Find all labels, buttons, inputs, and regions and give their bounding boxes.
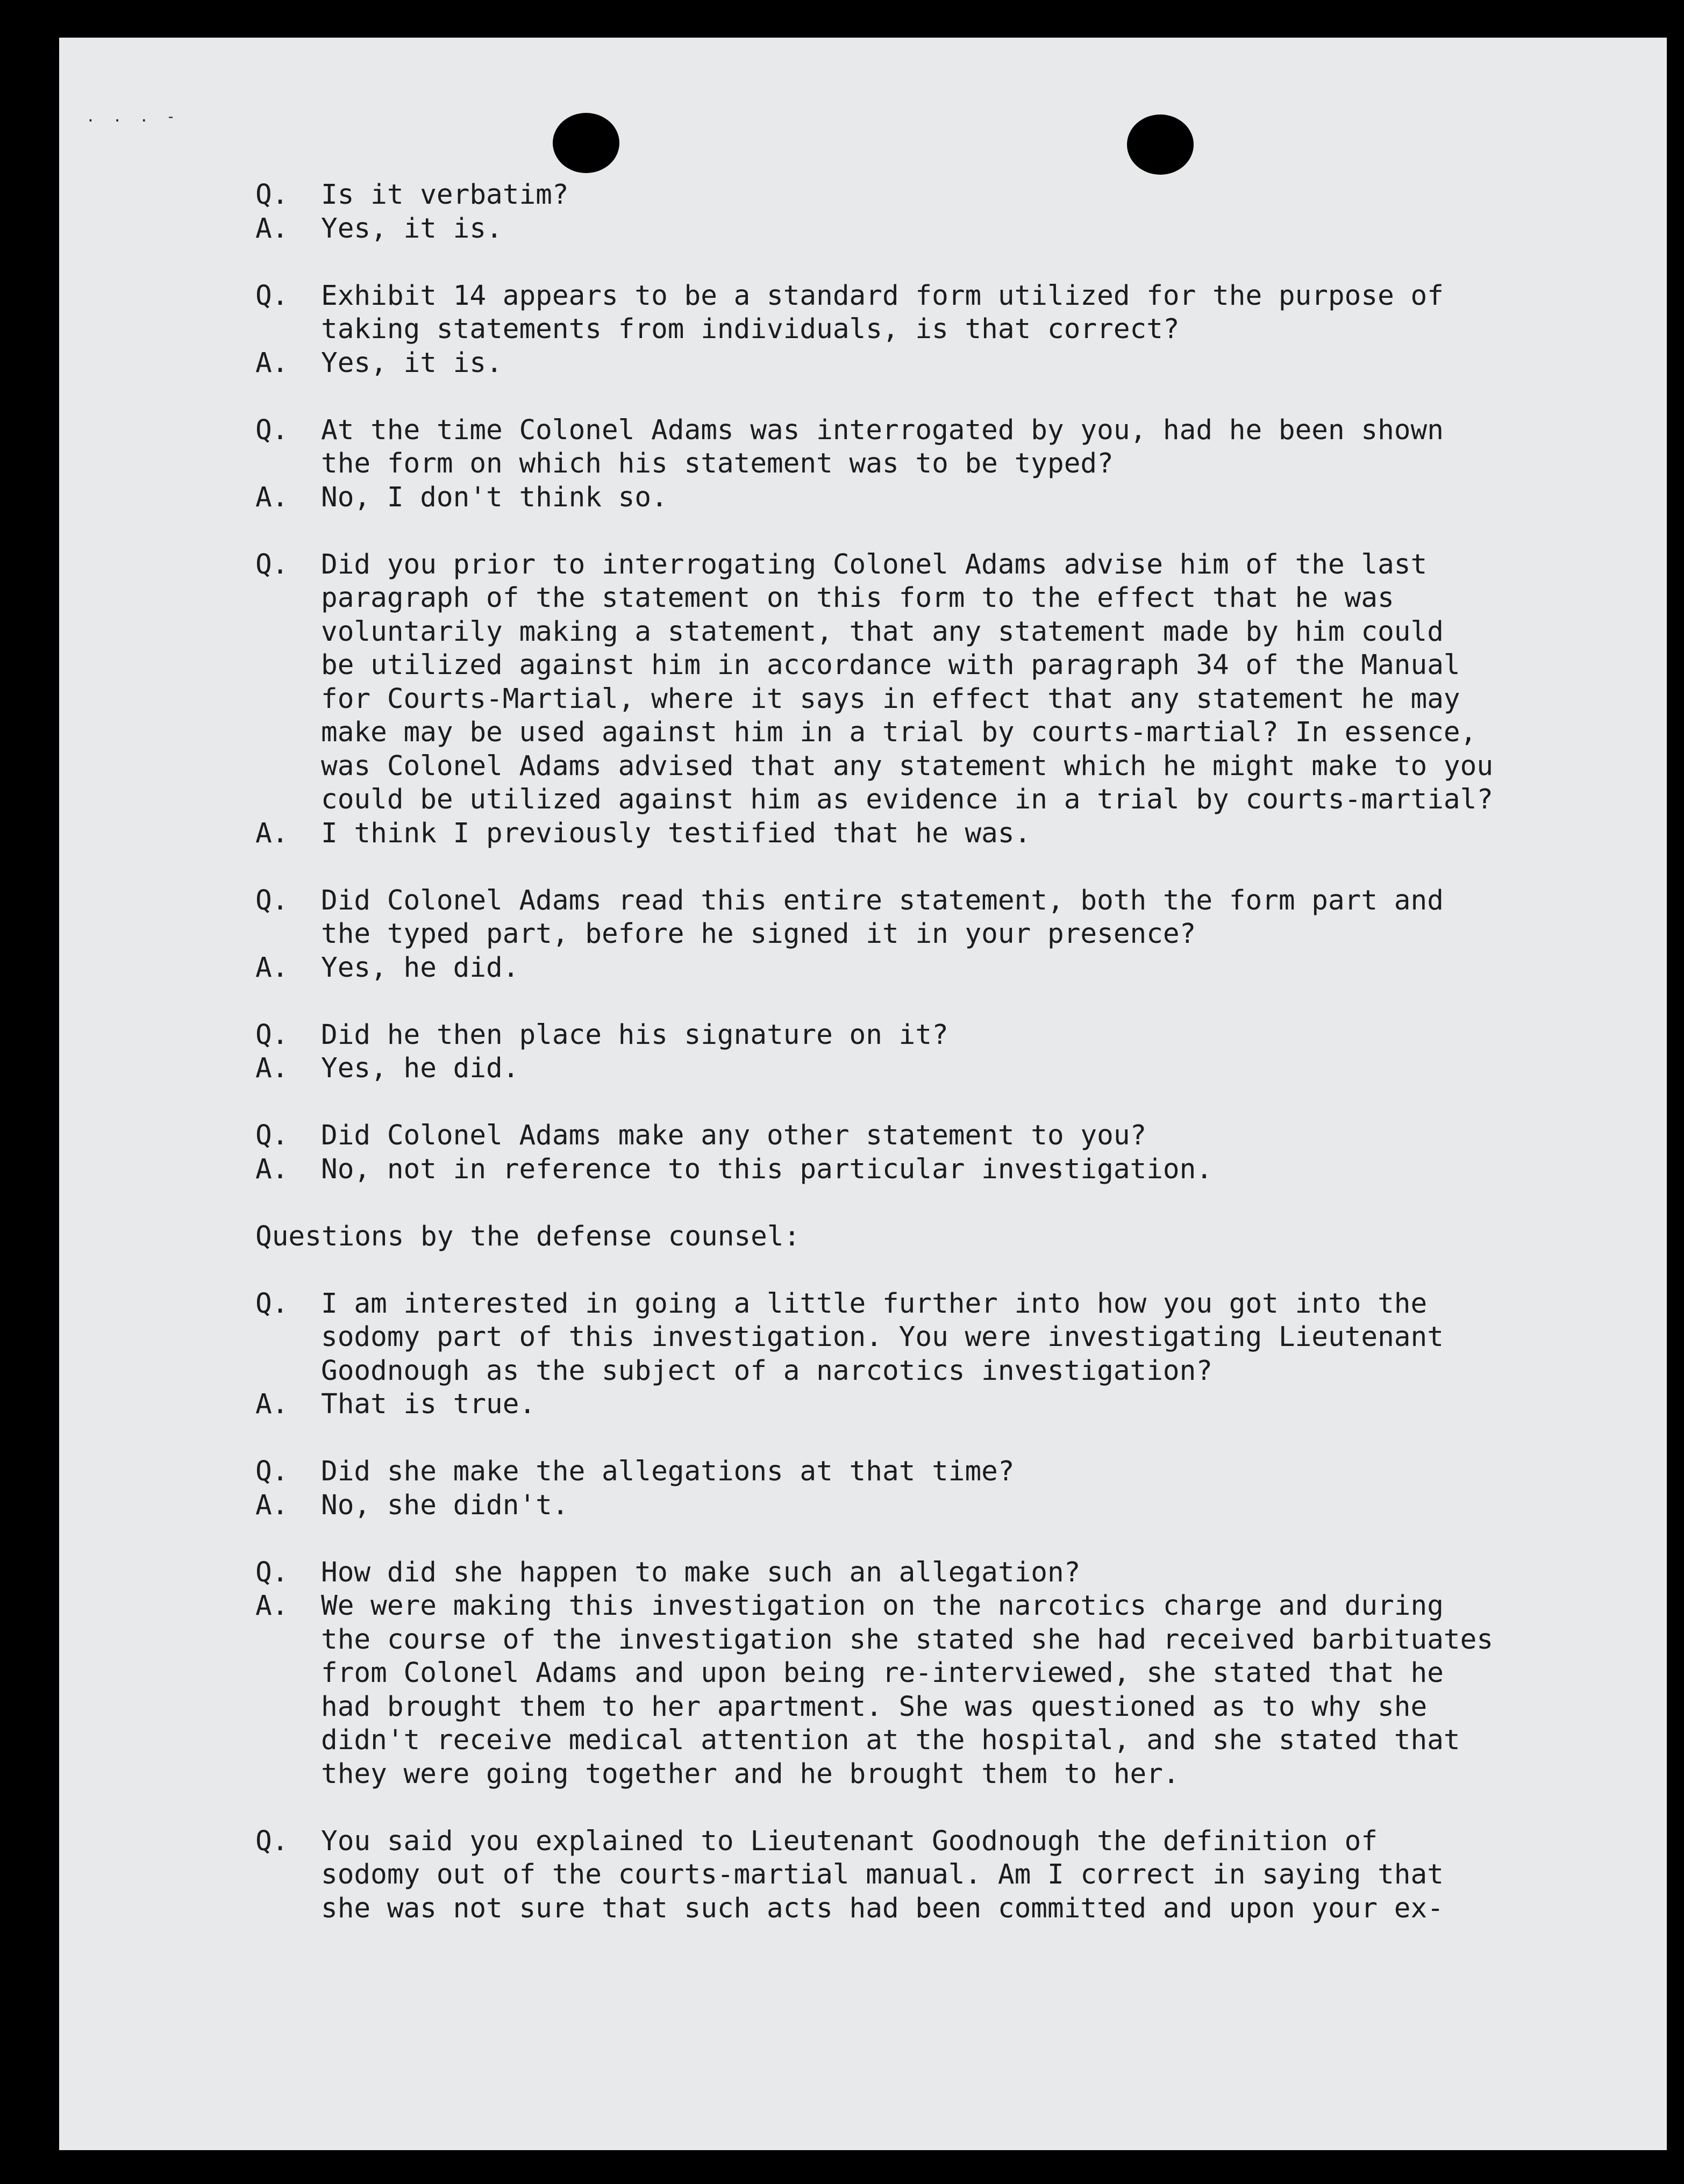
answer-line — [255, 1489, 1600, 1523]
question-text: Did Colonel Adams make any other statement to you? — [321, 1120, 1147, 1151]
qa-block — [255, 280, 1600, 381]
answer-label: A. — [255, 817, 289, 849]
answer-line — [255, 347, 1600, 381]
answer-text: Yes, it is. — [321, 347, 503, 379]
answer-text: No, she didn't. — [321, 1489, 569, 1521]
answer-label: A. — [255, 951, 289, 984]
answer-label: A. — [255, 1489, 289, 1521]
answer-label: A. — [255, 212, 289, 245]
question-line — [255, 1556, 1600, 1590]
question-line — [255, 1455, 1600, 1489]
question-label: Q. — [255, 884, 289, 916]
question-label: Q. — [255, 548, 289, 581]
qa-block — [255, 1287, 1600, 1422]
answer-text: Yes, he did. — [321, 951, 519, 984]
question-line — [255, 178, 1600, 212]
qa-block — [255, 1825, 1600, 1926]
punch-hole-left — [553, 113, 619, 173]
question-text: Exhibit 14 appears to be a standard form utilized for the purpose of taking statements from individuals, is that correct? — [321, 280, 1444, 345]
question-text: Is it verbatim? — [321, 179, 569, 211]
question-label: Q. — [255, 1120, 289, 1151]
qa-block — [255, 884, 1600, 985]
question-text: I am interested in going a little further into how you got into the sodomy part of this investigation. You were investigating Lieutenant Goodnough as the subject of a narcotics investigation? — [321, 1287, 1444, 1387]
section-heading: Questions by the defense counsel: — [255, 1220, 801, 1252]
answer-line — [255, 1388, 1600, 1422]
answer-label: A. — [255, 347, 289, 379]
answer-line — [255, 481, 1600, 515]
margin-marks: . . . - — [86, 108, 180, 125]
question-text: At the time Colonel Adams was interrogated by you, had he been shown the form on which his statement was to be typed? — [321, 414, 1444, 479]
question-label: Q. — [255, 1825, 289, 1857]
answer-text: We were making this investigation on the narcotics charge and during the course of the investigation she stated she had received barbituates from Colonel Adams and upon being re-interviewed, she stated that he had brought them to her apartment. She was questioned as to why she didn't receive medical attention at the hospital, and she stated that they were going together and he brought them to her. — [321, 1590, 1494, 1790]
question-line — [255, 280, 1600, 347]
answer-line — [255, 1589, 1600, 1791]
punch-hole-right — [1127, 114, 1194, 175]
qa-block — [255, 1019, 1600, 1086]
question-label: Q. — [255, 414, 289, 446]
qa-block — [255, 1455, 1600, 1522]
qa-block — [255, 548, 1600, 851]
question-label: Q. — [255, 1019, 289, 1051]
question-label: Q. — [255, 280, 289, 312]
question-line — [255, 1825, 1600, 1926]
answer-line — [255, 817, 1600, 851]
answer-text: Yes, he did. — [321, 1052, 519, 1084]
question-line — [255, 1119, 1600, 1153]
qa-block — [255, 414, 1600, 515]
question-line — [255, 1287, 1600, 1388]
question-line — [255, 884, 1600, 951]
answer-label: A. — [255, 481, 289, 513]
question-line — [255, 548, 1600, 817]
answer-text: Yes, it is. — [321, 212, 503, 245]
answer-text: That is true. — [321, 1388, 536, 1420]
question-line — [255, 414, 1600, 481]
question-text: You said you explained to Lieutenant Goodnough the definition of sodomy out of the courts-martial manual. Am I correct in saying that she was not sure that such acts had been committed and upon your ex- — [321, 1825, 1444, 1924]
question-label: Q. — [255, 1556, 289, 1588]
question-text: How did she happen to make such an allegation? — [321, 1556, 1081, 1588]
answer-line — [255, 1052, 1600, 1086]
answer-text: No, not in reference to this particular investigation. — [321, 1153, 1213, 1185]
question-label: Q. — [255, 179, 289, 211]
document-page — [59, 38, 1667, 2150]
qa-block — [255, 178, 1600, 246]
qa-block — [255, 1556, 1600, 1792]
answer-text: No, I don't think so. — [321, 481, 668, 513]
question-label: Q. — [255, 1456, 289, 1487]
question-text: Did he then place his signature on it? — [321, 1019, 948, 1051]
answer-line — [255, 212, 1600, 246]
transcript-body — [255, 178, 1600, 1959]
answer-line — [255, 1153, 1600, 1187]
question-text: Did you prior to interrogating Colonel Adams advise him of the last paragraph of the statement on this form to the effect that he was voluntarily making a statement, that any statement made by him could be utilized against him in accordance with paragraph 34 of the Manual for Courts-Martial, where it says in effect that any statement he may make may be used against him in a trial by courts-martial? In essence, was Colonel Adams advised that any statement which he might make to you could be utilized against him as evidence in a trial by courts-martial? — [321, 548, 1494, 815]
question-line — [255, 1019, 1600, 1052]
question-text: Did she make the allegations at that time? — [321, 1456, 1015, 1487]
answer-label: A. — [255, 1590, 289, 1622]
answer-line — [255, 951, 1600, 985]
answer-label: A. — [255, 1153, 289, 1185]
question-text: Did Colonel Adams read this entire statement, both the form part and the typed part, before he signed it in your presence? — [321, 884, 1444, 950]
answer-label: A. — [255, 1052, 289, 1084]
answer-label: A. — [255, 1388, 289, 1420]
answer-text: I think I previously testified that he was. — [321, 817, 1031, 849]
qa-block — [255, 1119, 1600, 1186]
question-label: Q. — [255, 1287, 289, 1320]
